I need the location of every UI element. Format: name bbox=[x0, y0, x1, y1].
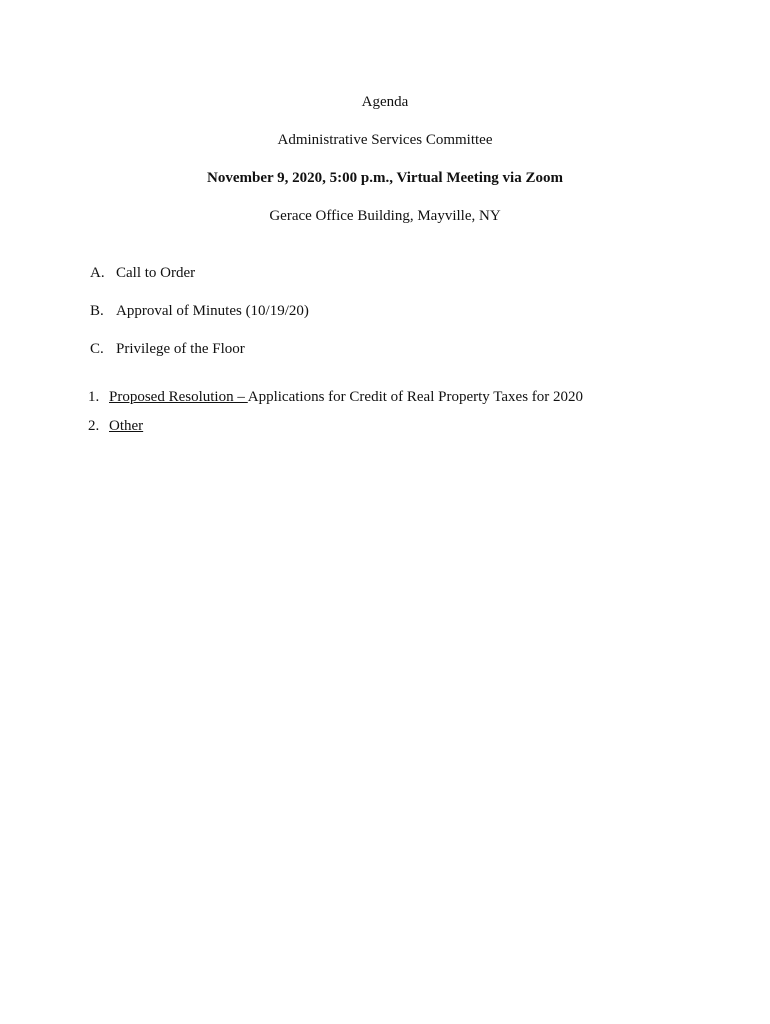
meeting-date-line: November 9, 2020, 5:00 p.m., Virtual Meeting via Zoom bbox=[207, 170, 563, 186]
agenda-item-c bbox=[90, 341, 245, 358]
agenda-item-2 bbox=[88, 418, 143, 435]
item-marker: B. bbox=[90, 303, 104, 319]
agenda-item-a bbox=[90, 265, 195, 282]
agenda-item-1 bbox=[88, 389, 583, 406]
item-text: Call to Order bbox=[116, 265, 196, 281]
item-underlined-label: Proposed Resolution – bbox=[109, 389, 248, 405]
item-underlined-label: Other bbox=[109, 418, 144, 434]
committee-name: Administrative Services Committee bbox=[277, 132, 493, 148]
item-text: Applications for Credit of Real Property Taxes for 2020 bbox=[247, 389, 584, 405]
item-text: Privilege of the Floor bbox=[116, 341, 245, 357]
meeting-location: Gerace Office Building, Mayville, NY bbox=[269, 208, 501, 224]
agenda-title: Agenda bbox=[361, 94, 409, 110]
item-marker: C. bbox=[90, 341, 104, 357]
item-marker: 2. bbox=[88, 418, 100, 434]
item-marker: A. bbox=[90, 265, 105, 281]
item-text: Approval of Minutes (10/19/20) bbox=[116, 303, 309, 319]
item-marker: 1. bbox=[88, 389, 100, 405]
agenda-item-b bbox=[90, 303, 309, 320]
